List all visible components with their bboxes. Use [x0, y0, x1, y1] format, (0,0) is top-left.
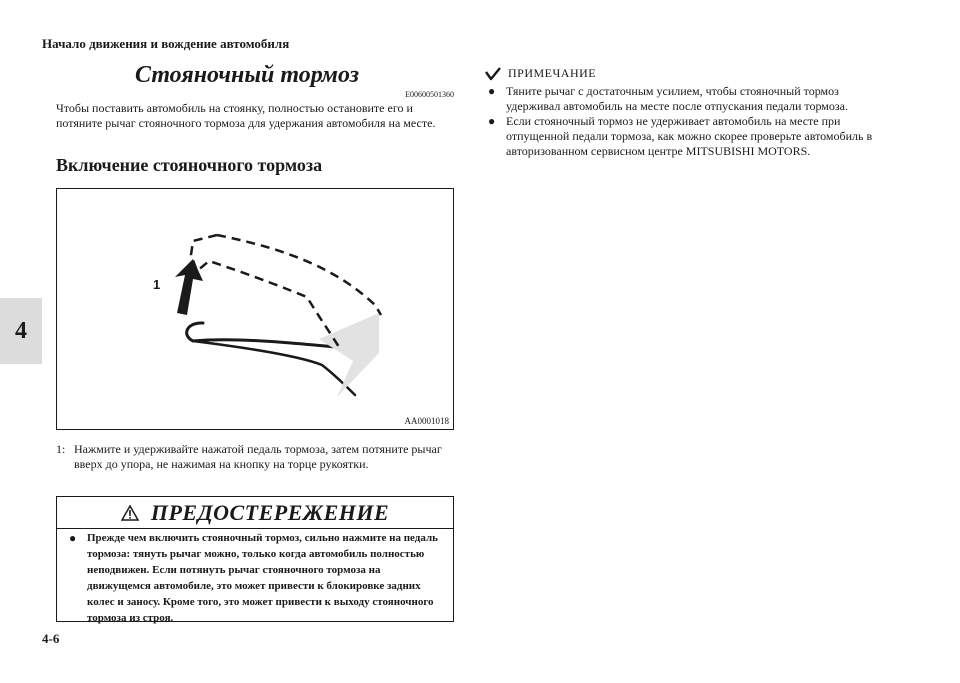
check-mark-icon — [484, 67, 502, 81]
chapter-tab: 4 — [0, 298, 42, 364]
up-arrow-icon — [175, 259, 203, 315]
header-title: Начало движения и вождение автомобиля — [42, 36, 290, 51]
note-item — [488, 114, 880, 159]
step-text: Нажмите и удерживайте нажатой педаль тормоза, затем потяните рычаг вверх до упора, не нажимая на кнопку на торце рукоятки. — [74, 442, 442, 471]
section-title: Стояночный тормоз — [134, 62, 359, 88]
warning-triangle-icon — [121, 505, 139, 521]
note-header — [484, 66, 596, 81]
figure-code: AA0001018 — [404, 416, 449, 426]
note-title: ПРИМЕЧАНИЕ — [508, 66, 597, 80]
parking-brake-lever-drawing — [57, 189, 453, 429]
warning-title: ПРЕДОСТЕРЕЖЕНИЕ — [150, 500, 390, 525]
figure-callout: 1 — [153, 277, 161, 292]
warning-text: Прежде чем включить стояночный тормоз, сильно нажмите на педаль тормоза: тянуть рычаг можно, только когда автомобиль полностью неподвижен. Если потянуть рычаг стояночного тормоза на движущемся автомобиле, это может привести к блокировке задних колес и заносу. Кроме того, это может привести к выходу стояночного тормоза из строя. — [87, 532, 438, 624]
warning-item — [69, 530, 445, 626]
warning-divider — [57, 528, 453, 529]
note-text: Тяните рычаг с достаточным усилием, чтобы стояночный тормоз удерживал автомобиль на месте после отпускания педали тормоза. — [506, 84, 848, 113]
warning-header — [57, 497, 453, 529]
step-item — [56, 442, 456, 472]
page-number: 4-6 — [42, 631, 60, 646]
note-list — [488, 84, 880, 159]
bullet: ● — [488, 84, 496, 98]
bullet: ● — [69, 531, 77, 545]
step-number: 1: — [56, 442, 66, 456]
subsection-title: Включение стояночного тормоза — [56, 155, 323, 175]
note-item — [488, 84, 880, 114]
lever-illustration — [56, 188, 454, 430]
section-code: E00600501360 — [405, 90, 454, 99]
note-text: Если стояночный тормоз не удерживает автомобиль на месте при отпущенной педали тормоза, как можно скорее проверьте автомобиль в авторизованном сервисном центре MITSUBISHI MOTORS. — [506, 114, 873, 158]
bullet: ● — [488, 114, 496, 128]
section-intro: Чтобы поставить автомобиль на стоянку, полностью остановите его и потяните рычаг стояночного тормоза для удержания автомобиля на месте. — [56, 101, 436, 130]
warning-box — [56, 496, 454, 622]
